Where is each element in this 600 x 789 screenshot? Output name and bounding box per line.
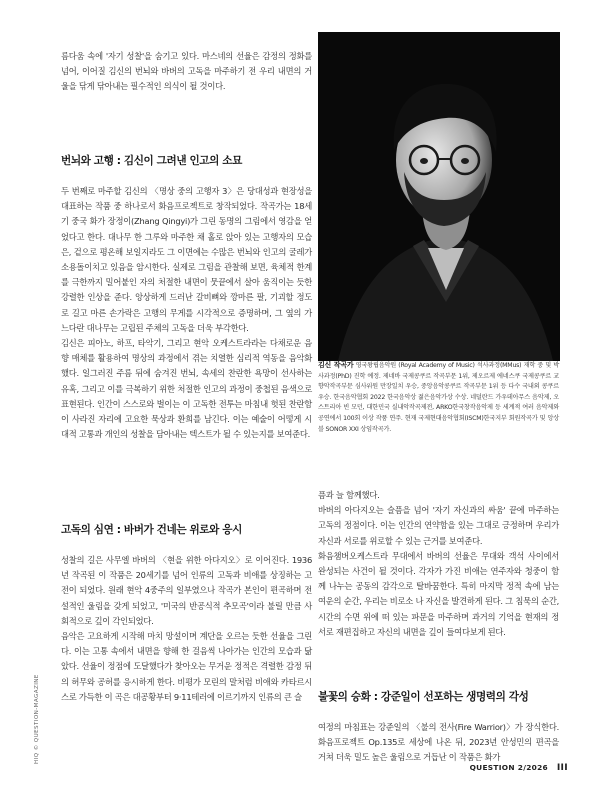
page-footer (470, 762, 568, 773)
right-column-body-1 (318, 488, 559, 640)
vertical-copyright: HIQ © QUESTION-MAGAZINE (34, 674, 40, 764)
section-heading-1: 번뇌와 고행 : 김신이 그려낸 인고의 소묘 (61, 155, 242, 167)
left-column-body-1 (61, 184, 312, 442)
paragraph: 여정의 마침표는 강준일의 〈불의 전사(Fire Warrior)〉가 장식한다. 화음프로젝트 Op.135로 세상에 나온 뒤, 2023년 안성민의 편곡을 거쳐 더욱 밀도 높은 울림으로 거듭난 이 작품은 화가 (318, 722, 559, 763)
page-number: III (556, 762, 568, 773)
right-column-body-2 (318, 720, 559, 766)
photo-caption (318, 360, 559, 435)
caption-name: 김신 작곡가 (318, 361, 354, 369)
caption-text: 영국왕립음악원 (Royal Academy of Music) 석사과정(MMus) 재학 중 및 박사과정(PhD) 진학 예정. 제네바 국제콩쿠르 작곡부문 1위, 제오르제 에네스쿠 국제콩쿠르 교향악작곡부문 심사위원 만장일치 우승, 중앙음악콩쿠르 작곡부문 1위 등 다수 국내외 콩쿠르 우승. 한국음악협회 2022 한국음악상 젊은음악가상 수상. 네덜란드 가우데아무스 음악제, 오스트리아 빈 모던, 대한민국 실내악작곡제전, ARKO한국창작음악제 등 세계적 여러 음악제와 공연에서 100회 이상 작품 연주. 현재 국제현대음악협회(ISCM)한국지부 회원작곡가 및 앙상블 SONOR XXI 상임작곡가. (318, 362, 559, 433)
portrait-photo (318, 32, 560, 361)
section-heading-2: 고독의 심연 : 바버가 건네는 위로와 응시 (61, 524, 242, 536)
issue-label: QUESTION 2/2026 (469, 763, 548, 772)
portrait-illustration (318, 32, 560, 361)
left-column (61, 49, 312, 95)
paragraph: 두 번째로 마주할 김신의 〈명상 중의 고행자 3〉은 당대성과 현장성을 대표하는 작품 중 하나로서 화음프로젝트로 창작되었다. 작곡가는 18세기 중국 화가 장정이(Zhang Qingyi)가 그린 동명의 그림에서 영감을 얻었다고 한다. 대나무 한 그루와 마주한 채 홀로 앉아 있는 고행자의 모습은, 겉으로 평온해 보일지라도 그 이면에는 수많은 번뇌와 인고의 굴레가 소용돌이치고 있음을 암시한다. 실제로 그림을 관찰해 보면, 육체적 한계를 극한까지 밀어붙인 자의 처절한 내면이 뭇끝에서 살아 움직이는 듯한 강렬한 인상을 준다. 앙상하게 드러난 갈비뼈와 깡마른 팔, 기괴할 정도로 길고 마른 손가락은 고행의 무게를 시각적으로 증명하며, 그 옆의 가느다란 대나무는 고립된 주체의 고독을 더욱 부각한다. (61, 186, 312, 333)
paragraph: 화음챔버오케스트라 무대에서 바버의 선율은 무대와 객석 사이에서 완성되는 사건이 될 것이다. 각자가 가진 비애는 연주자와 청중이 함께 나누는 공동의 감각으로 탈바꿈한다. 특히 마지막 정적 속에 남는 여운의 순간, 우리는 비로소 나 자신을 발견하게 된다. 그 침묵의 순간, 시간의 수면 위에 떠 있는 파문을 마주하며 과거의 기억을 현재의 정서로 재편집하고 자신의 내면을 깊이 들여다보게 된다. (318, 550, 559, 637)
paragraph: 김신은 피아노, 하프, 타악기, 그리고 현악 오케스트라라는 다채로운 음향 매체를 활용하여 명상의 과정에서 겪는 치열한 심리적 역동을 음악화했다. 일그러진 주름 뒤에 숨겨진 번뇌, 속세의 찬란한 욕망이 선사하는 유혹, 그리고 이를 극복하기 위한 처절한 인고의 과정이 중첩된 음색으로 표현된다. 인간이 스스로와 벌이는 이 고독한 전투는 마침내 헛된 찬란함이 사라진 자리에 고요한 묵상과 환희를 남긴다. 이는 예술이 어떻게 시대적 고통과 개인의 성찰을 담아내는 텍스트가 될 수 있는지를 보여준다. (61, 338, 312, 440)
paragraph: 픔과 늘 함께했다. (318, 490, 380, 500)
paragraph: 름다움 속에 '자기 성찰'을 숨기고 있다. 마스네의 선율은 감정의 정화를 넘어, 이어질 김신의 번뇌와 바버의 고독을 마주하기 전 우리 내면의 거울을 닦게 닦아내는 필수적인 의식이 될 것이다. (61, 51, 312, 92)
paragraph: 바버의 아다지오는 슬픔을 넘어 '자기 자신과의 싸움' 끝에 마주하는 고독의 정점이다. 이는 인간의 연약함을 있는 그대로 긍정하며 우리가 자신과 서로를 위로할 수 있는 근거를 보여준다. (318, 505, 559, 546)
paragraph: 성찰의 길은 사무엘 바버의 〈현을 위한 아다지오〉로 이어진다. 1936년 작곡된 이 작품은 20세기를 넘어 인류의 고독과 비애를 상징하는 고전이 되었다. 원래 현악 4중주의 일부였으나 작곡가 본인이 편곡하며 전설적인 울림을 갖게 되었고, '미국의 반공식적 추모곡'이라 불릴 만큼 사회적으로 깊이 각인되었다. (61, 555, 312, 626)
left-column-body-2 (61, 553, 312, 705)
section-heading-3: 불꽃의 승화 : 강준일이 선포하는 생명력의 각성 (318, 691, 529, 703)
paragraph: 음악은 고요하게 시작해 마치 망설이며 계단을 오르는 듯한 선율을 그린다. 이는 고통 속에서 내면을 향해 한 걸음씩 나아가는 인간의 모습과 닮았다. 선율이 정점에 도달했다가 찾아오는 무거운 정적은 격렬한 감정 뒤의 허무와 공허를 응시하게 한다. 비평가 모린의 말처럼 비애와 카타르시스로 가득한 이 곡은 대공황부터 9·11테러에 이르기까지 인류의 큰 슬 (61, 631, 312, 702)
